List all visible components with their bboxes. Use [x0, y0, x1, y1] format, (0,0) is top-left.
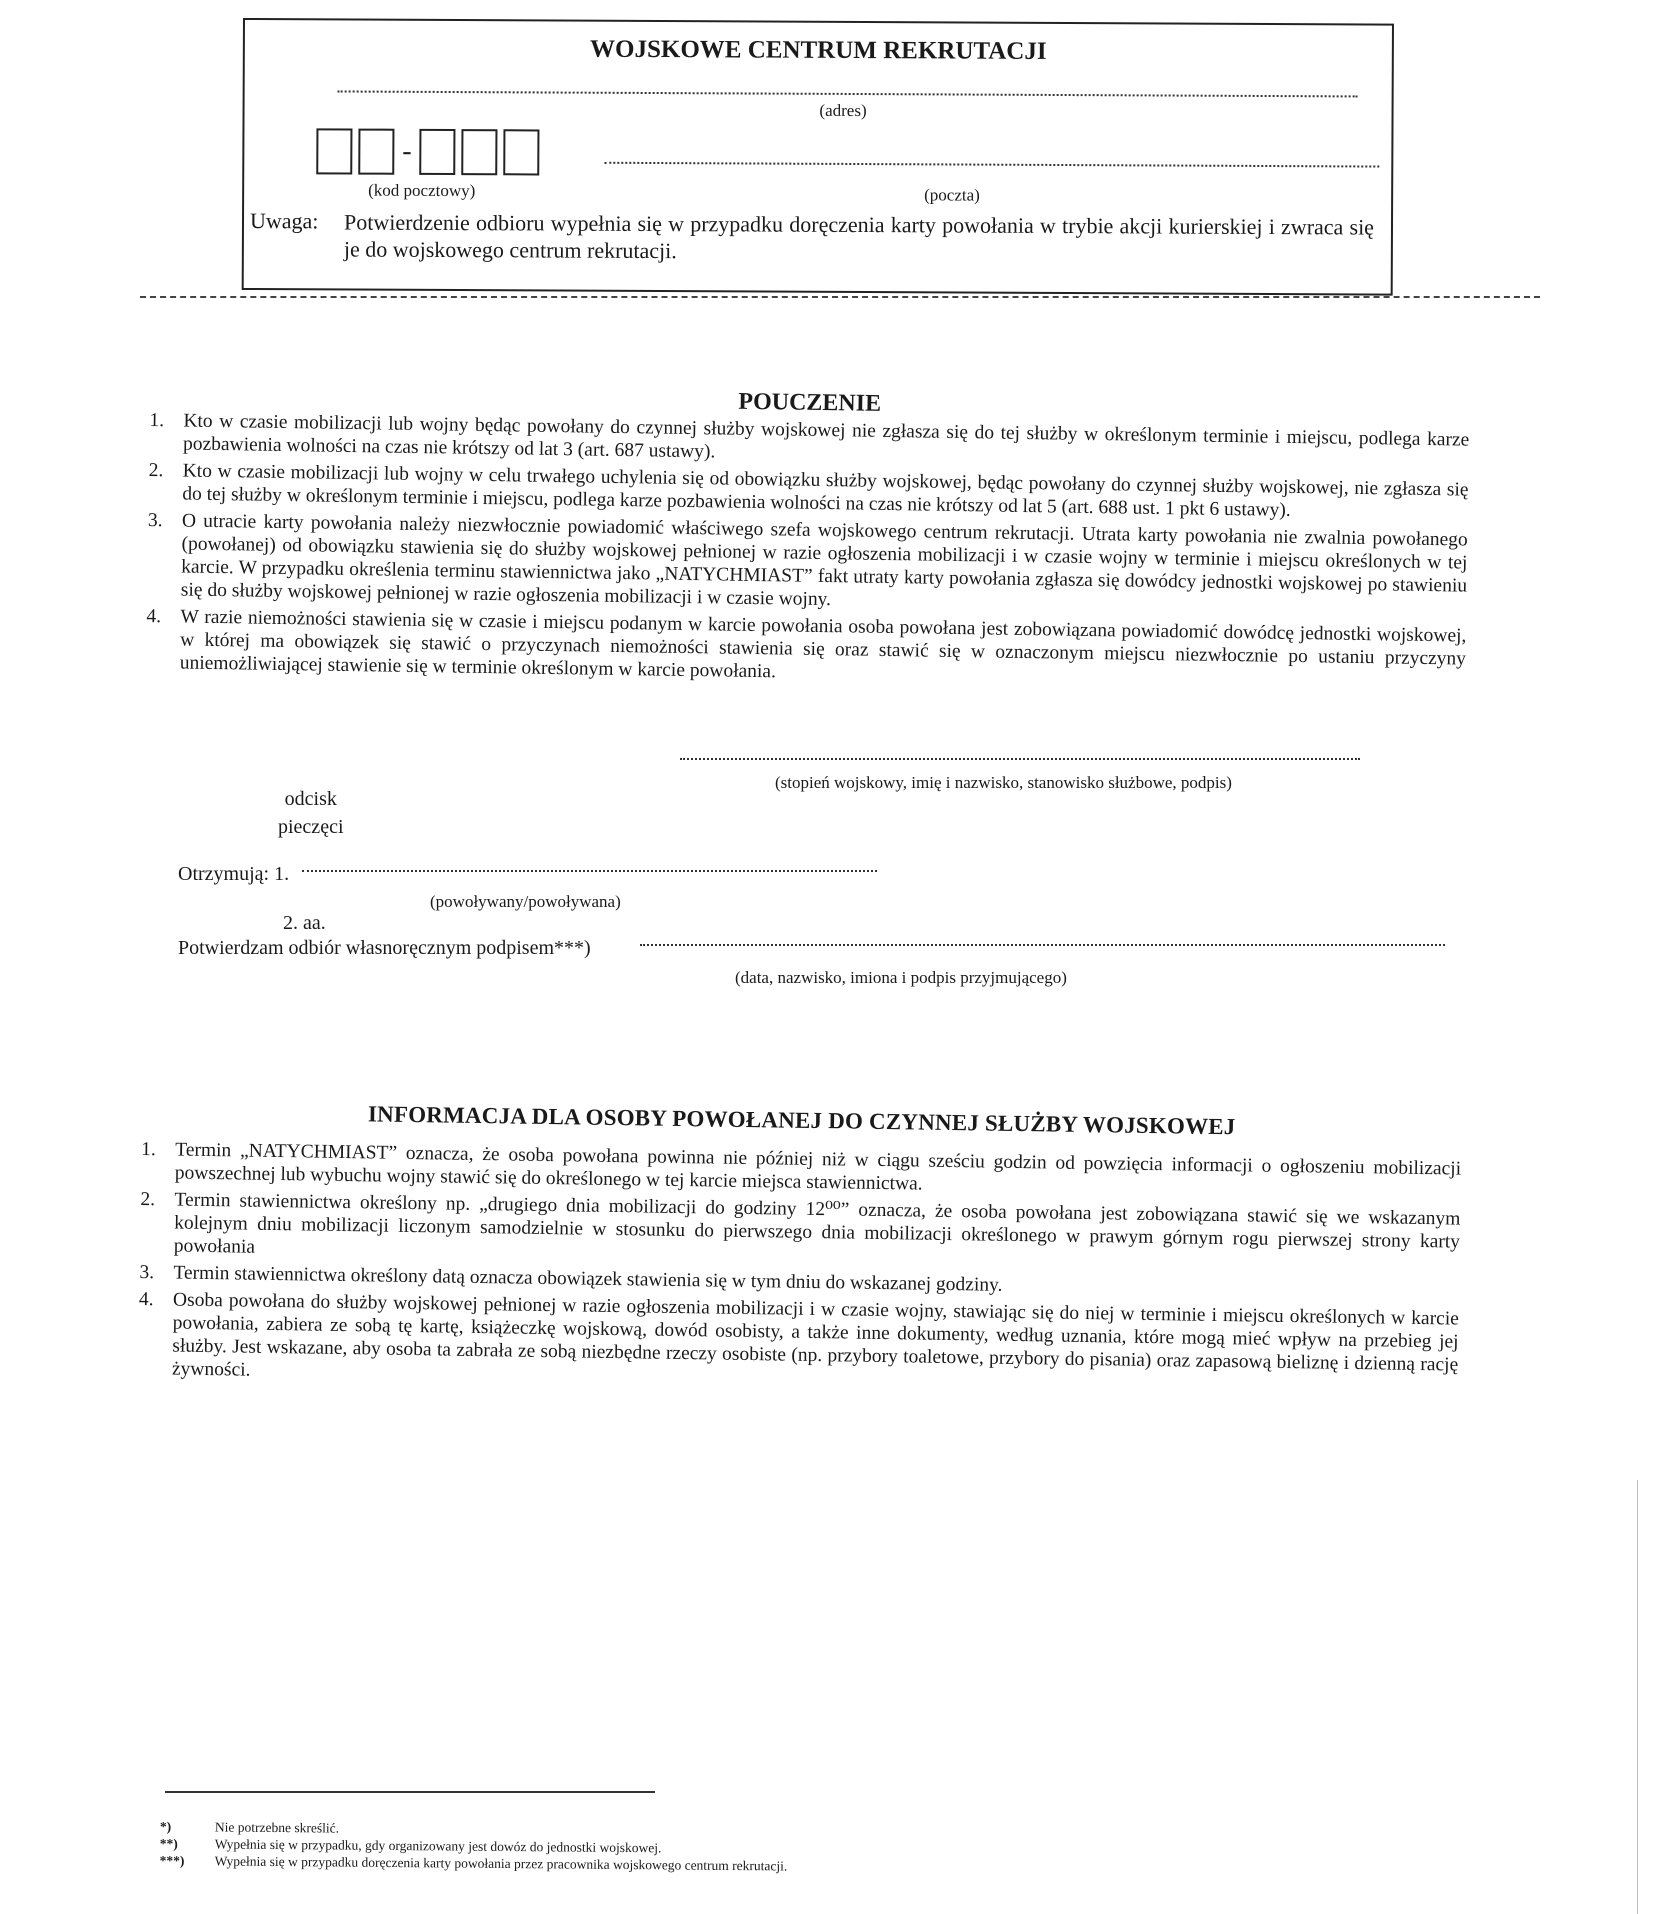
item-text: Kto w czasie mobilizacji lub wojny w celu trwałego uchylenia się od obowiązku służby wojskowej, będąc powołany do czynnej służby wojskowej, nie zgłasza się do tej służby w określonym terminie i miejscu, podlega karze pozbawienia wolności na czas nie krótszy od lat 5 (art. 688 ust. 1 pkt 6 ustawy).: [182, 460, 1469, 521]
instructions-title: POUCZENIE: [738, 388, 882, 417]
recipient-dotted-line: [302, 870, 877, 872]
item-number: 1.: [141, 1138, 157, 1161]
item-number: 1.: [149, 409, 165, 432]
item-number: 3.: [147, 509, 163, 532]
information-title: INFORMACJA DLA OSOBY POWOŁANEJ DO CZYNNEJ SŁUŻBY WOJSKOWEJ: [367, 1101, 1236, 1140]
item-text: Kto w czasie mobilizacji lub wojny będąc powołany do czynnej służby wojskowej nie zgłasza się do tej służby w określonym terminie i miejscu, podlega karze pozbawienia wolności na czas nie krótszy od lat 3 (art. 687 ustawy).: [182, 410, 1470, 463]
header-title: WOJSKOWE CENTRUM REKRUTACJI: [590, 35, 1047, 65]
confirmation-label: Potwierdzam odbiór własnoręcznym podpisem***): [178, 937, 591, 959]
item-number: 2.: [140, 1188, 156, 1211]
recipient-second: 2. aa.: [283, 912, 326, 934]
item-number: 4.: [146, 605, 162, 628]
item-text: O utracie karty powołania należy niezwłocznie powiadomić właściwego szefa wojskowego centrum rekrutacji. Utrata karty powołania nie zwalnia powołanego (powołanej) od obowiązku stawienia się do służby wojskowej pełnionej w razie ogłoszenia mobilizacji i w czasie wojny w terminie i miejscu określonych w tej karcie. W przypadku określenia terminu stawiennictwa jako „NATYCHMIAST” fakt utraty karty powołania zgłasza się dowódcy jednostki wojskowej po stawieniu się do służby wojskowej pełnionej w razie ogłoszenia mobilizacji i w czasie wojny.: [180, 510, 1468, 611]
note-label: Uwaga:: [249, 208, 319, 234]
recipient-caption: (powoływany/powoływana): [430, 892, 621, 911]
post-office-dotted-line: [604, 162, 1379, 168]
item-number: 3.: [139, 1261, 155, 1284]
stamp-line-2: pieczęci: [278, 816, 344, 838]
recruitment-center-box: [242, 18, 1394, 296]
instructions-section: [146, 380, 1470, 698]
footnote-text: Nie potrzebne skreślić.: [214, 1819, 340, 1836]
postal-digit-box: [420, 129, 456, 175]
list-item: [146, 605, 1467, 694]
footnote-mark: ***): [159, 1852, 185, 1869]
post-office-caption: (poczta): [924, 185, 980, 205]
instructions-list: [146, 409, 1470, 694]
signature-dotted-line: [680, 758, 1360, 760]
confirmation-dotted-line: [640, 944, 1445, 946]
item-number: 4.: [138, 1288, 154, 1311]
footnotes: [160, 1818, 788, 1874]
list-item: [138, 1288, 1459, 1400]
note-text: Potwierdzenie odbioru wypełnia się w przypadku doręczenia karty powołania w trybie akcji kurierskiej i zwraca się je do wojskowego centrum rekrutacji.: [343, 209, 1375, 264]
postal-digit-box: [462, 129, 498, 175]
address-caption: (adres): [819, 100, 867, 121]
item-text: Termin stawiennictwa określony np. „drugiego dnia mobilizacji do godziny 12⁰⁰” oznacza, że osoba powołana jest zobowiązana stawić się we wskazanym kolejnym dniu mobilizacji liczonym samodzielnie w stosunku do pierwszego dnia mobilizacji określonego w prawym górnym rogu pierwszej strony karty powołania: [173, 1189, 1461, 1258]
information-section: [138, 1098, 1462, 1404]
cut-line: [140, 296, 1540, 298]
footnote-separator: [165, 1791, 655, 1793]
confirmation-caption: (data, nazwisko, imiona i podpis przyjmującego): [735, 968, 1067, 987]
postal-digit-box: [358, 129, 394, 175]
item-text: Osoba powołana do służby wojskowej pełnionej w razie ogłoszenia mobilizacji i w czasie wojny, stawiając się do niej w terminie i miejscu określonych w karcie powołania, zabiera ze sobą tę kartę, książeczkę wojskową, dowód osobisty, a także inne dokumenty, według uznania, które mogą mieć wpływ na przebieg jej służby. Jest wskazane, aby osoba ta zabrała ze sobą niezbędne rzeczy osobiste (np. przybory toaletowe, przybory do pisania) oraz zapasową bieliznę i dzienną rację żywności.: [171, 1289, 1460, 1381]
item-text: Termin stawiennictwa określony datą oznacza obowiązek stawienia się w tym dniu do wskazanej godziny.: [173, 1262, 1003, 1296]
item-text: W razie niemożności stawienia się w czasie i miejscu podanym w karcie powołania osoba powołana jest zobowiązana powiadomić dowódcę jednostki wojskowej, w której ma obowiązek się stawić o przyczynach niemożności stawienia się oraz stawić się w oznaczonym miejscu niezwłocznie po ustaniu przyczyny uniemożliwiającej stawienie się w terminie określonym w karcie powołania.: [179, 606, 1467, 683]
scan-edge: [1637, 1480, 1638, 1914]
stamp-line-1: odcisk: [284, 788, 337, 810]
information-list: [138, 1138, 1461, 1400]
postal-digit-box: [316, 128, 352, 174]
stamp-placeholder: [278, 785, 344, 841]
footnote-mark: *): [159, 1819, 172, 1835]
address-dotted-line: [338, 78, 1358, 97]
postal-digit-box: [504, 129, 540, 175]
postal-dash: -: [402, 135, 412, 167]
signature-caption: (stopień wojskowy, imię i nazwisko, stanowisko służbowe, podpis): [775, 773, 1232, 792]
recipients-label: Otrzymują: 1.: [178, 863, 290, 885]
footnote-text: Wypełnia się w przypadku doręczenia karty powołania przez pracownika wojskowego centrum rekrutacji.: [214, 1853, 788, 1874]
footnote-text: Wypełnia się w przypadku, gdy organizowany jest dowóz do jednostki wojskowej.: [214, 1836, 662, 1856]
postal-code-caption: (kod pocztowy): [368, 180, 476, 201]
item-text: Termin „NATYCHMIAST” oznacza, że osoba powołana powinna nie później niż w ciągu sześciu godzin od powzięcia informacji o ogłoszeniu mobilizacji powszechnej lub wybuchu wojny stawić się do określonego w tej karcie miejsca stawiennictwa.: [174, 1139, 1462, 1195]
postal-code-boxes: [316, 128, 540, 175]
footnote-mark: **): [159, 1835, 178, 1852]
list-item: [147, 509, 1468, 621]
item-number: 2.: [148, 459, 164, 482]
